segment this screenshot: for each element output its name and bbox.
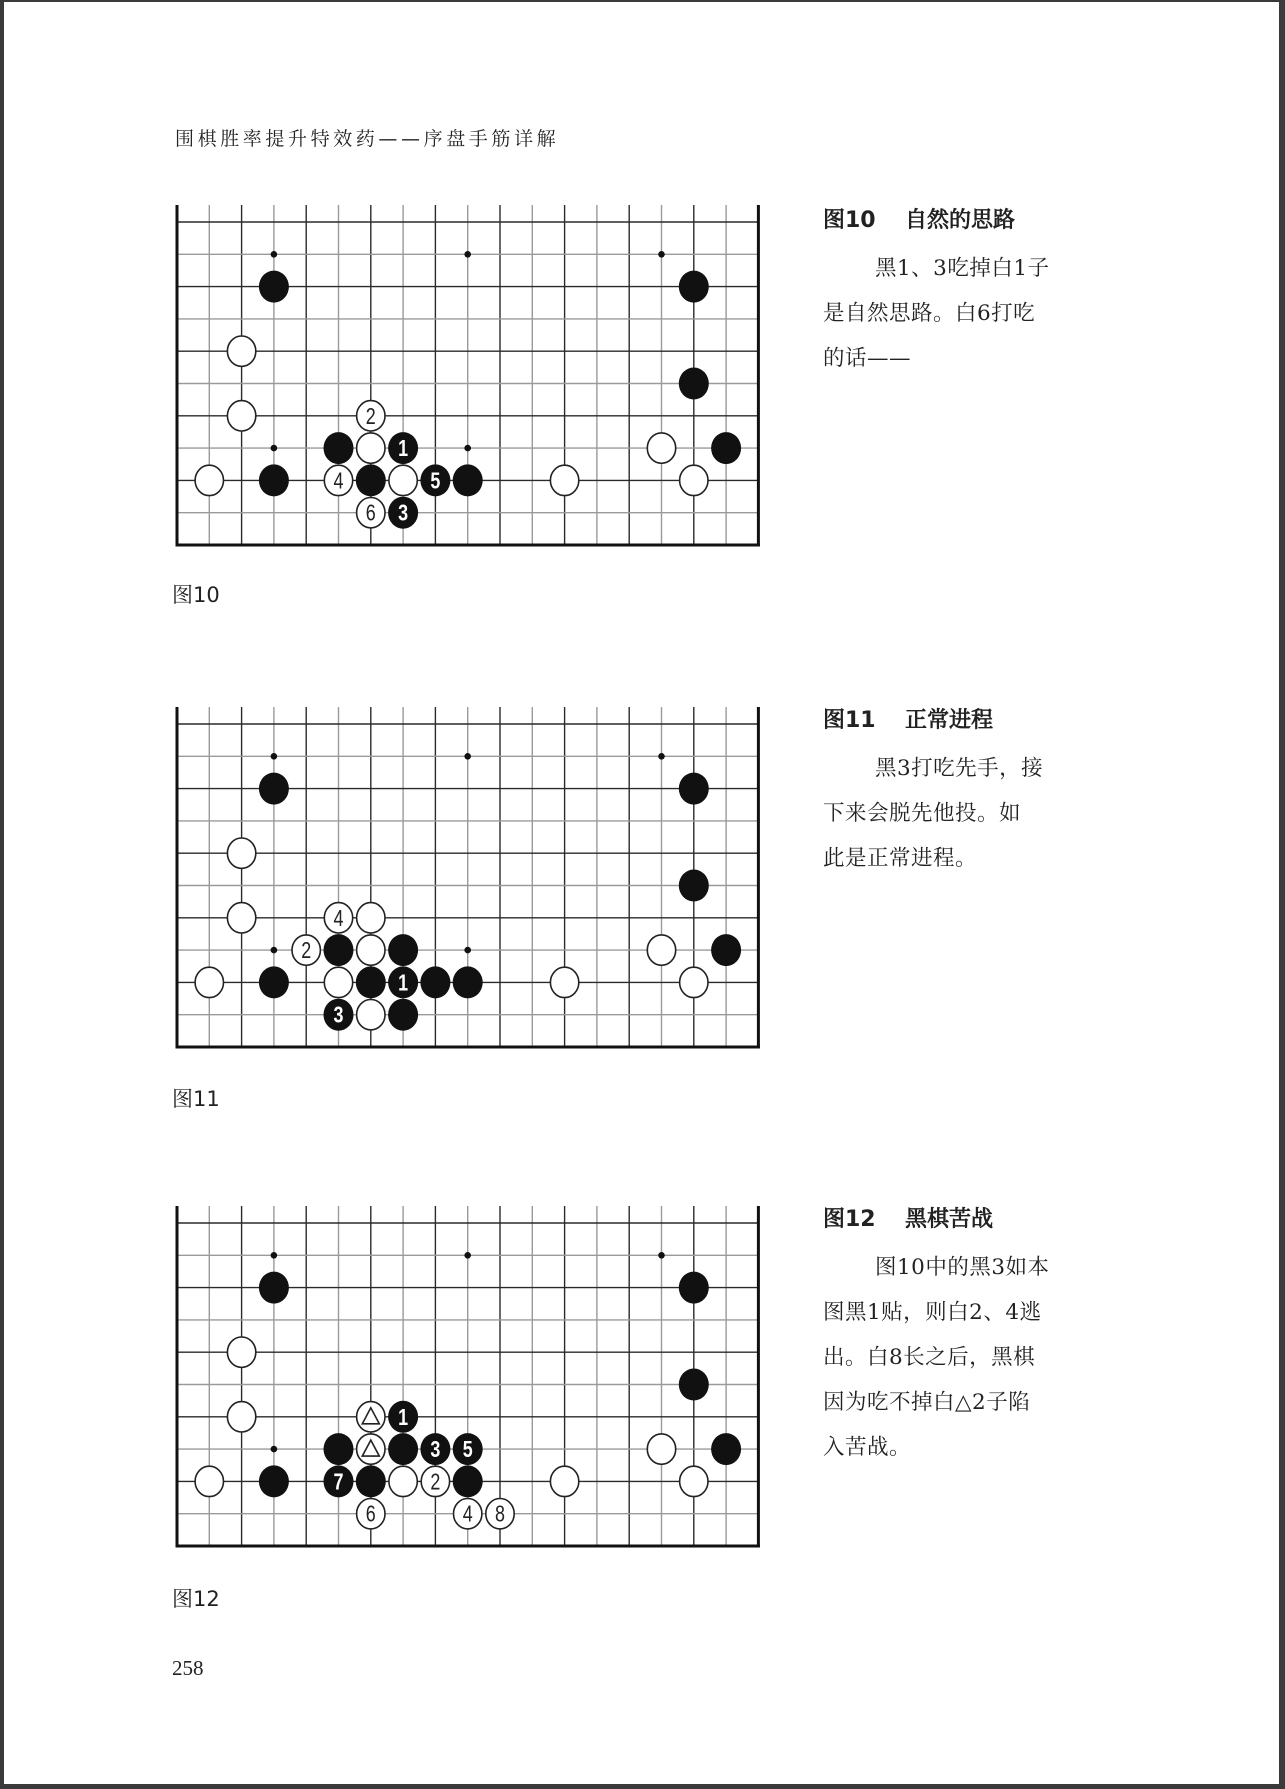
white-stone [195, 465, 223, 495]
black-stone [388, 966, 418, 998]
black-stone [420, 966, 450, 998]
star-point-icon [464, 1252, 471, 1259]
white-stone [292, 935, 320, 965]
white-stone [647, 1434, 675, 1464]
figure-caption-11: 图11 [172, 1087, 220, 1111]
move-number-label: 1 [398, 970, 409, 996]
figure-12-commentary [823, 1205, 1088, 1470]
black-stone [388, 1401, 418, 1433]
move-number-label: 2 [430, 1469, 441, 1495]
figure-caption-12: 图12 [172, 1587, 220, 1611]
move-number-label: 5 [462, 1437, 473, 1463]
star-point-icon [271, 251, 278, 258]
black-stone [324, 999, 354, 1031]
star-point-icon [271, 753, 278, 760]
star-point-icon [464, 753, 471, 760]
body-line: 出。白8长之后，黑棋 [823, 1345, 1036, 1370]
black-stone [453, 464, 483, 496]
white-stone [227, 903, 255, 933]
figure-12-body [823, 1245, 1088, 1470]
move-number-label: 4 [333, 468, 344, 494]
star-point-icon [464, 251, 471, 258]
white-stone [227, 401, 255, 431]
white-stone [357, 433, 385, 463]
star-point-icon [464, 445, 471, 452]
black-stone [388, 432, 418, 464]
white-stone [195, 967, 223, 997]
black-stone [679, 368, 709, 400]
black-stone [420, 464, 450, 496]
star-point-icon [658, 251, 665, 258]
black-stone [679, 1369, 709, 1401]
move-number-label: 5 [430, 468, 441, 494]
body-line: 此是正常进程。 [823, 846, 978, 871]
book-page [4, 2, 1279, 1784]
move-number-label: 8 [495, 1501, 505, 1528]
black-stone [356, 464, 386, 496]
move-number-label: 2 [301, 938, 312, 964]
move-number-label: 4 [462, 1501, 473, 1528]
black-stone [711, 432, 741, 464]
black-stone [420, 1433, 450, 1465]
white-stone [454, 1499, 482, 1529]
black-stone [259, 773, 289, 805]
white-stone [324, 465, 352, 495]
figure-10-commentary [823, 206, 1088, 381]
move-number-label: 7 [333, 1469, 344, 1495]
star-point-icon [658, 1252, 665, 1259]
body-line: 黑1、3吃掉白1子 [875, 256, 1050, 281]
white-stone [227, 1337, 255, 1367]
body-line: 黑3打吃先手，接 [875, 756, 1044, 781]
body-line: 图黑1贴，则白2、4逃 [823, 1300, 1042, 1325]
go-board-figure-11 [154, 694, 794, 1054]
white-stone [421, 1466, 449, 1496]
black-stone [259, 966, 289, 998]
white-stone [357, 903, 385, 933]
white-stone [357, 1000, 385, 1030]
star-point-icon [271, 445, 278, 452]
white-stone [647, 935, 675, 965]
go-board-figure-12 [154, 1193, 794, 1553]
white-stone [227, 336, 255, 366]
figure-11-number: 图11 [823, 708, 876, 733]
figure-12-number: 图12 [823, 1207, 876, 1232]
move-number-label: 2 [365, 403, 376, 430]
black-stone [711, 934, 741, 966]
body-line: 是自然思路。白6打吃 [823, 301, 1036, 326]
move-number-label: 3 [398, 500, 409, 527]
move-number-label: 6 [365, 500, 376, 527]
black-stone [388, 999, 418, 1031]
white-stone [680, 1466, 708, 1496]
star-point-icon [271, 1252, 278, 1259]
white-stone [647, 433, 675, 463]
black-stone [259, 1465, 289, 1497]
figure-12-heading: 黑棋苦战 [905, 1207, 994, 1232]
white-stone [357, 1402, 385, 1432]
white-stone [195, 1466, 223, 1496]
board-grid [154, 1193, 794, 1553]
figure-10-number: 图10 [823, 208, 876, 233]
white-stone [550, 1466, 578, 1496]
figure-10-body [823, 246, 1088, 381]
figure-12-title [823, 1205, 1088, 1235]
body-line: 图10中的黑3如本 [875, 1255, 1050, 1280]
white-stone [227, 838, 255, 868]
white-stone [357, 1499, 385, 1529]
go-board-figure-10 [154, 192, 794, 552]
white-stone [680, 465, 708, 495]
black-stone [259, 1272, 289, 1304]
star-point-icon [271, 947, 278, 954]
white-stone [357, 935, 385, 965]
figure-11-body [823, 746, 1088, 881]
white-stone [550, 967, 578, 997]
body-line: 因为吃不掉白△2子陷 [823, 1390, 1031, 1415]
page-number: 258 [172, 1656, 204, 1680]
black-stone [453, 966, 483, 998]
white-stone [550, 465, 578, 495]
black-stone [679, 773, 709, 805]
move-number-label: 1 [398, 436, 409, 462]
white-stone [680, 967, 708, 997]
move-number-label: 4 [333, 905, 344, 932]
move-number-label: 6 [365, 1501, 376, 1528]
figure-10-heading: 自然的思路 [905, 208, 1016, 233]
body-line: 入苦战。 [823, 1435, 912, 1460]
figure-10-title [823, 206, 1088, 236]
black-stone [259, 271, 289, 303]
star-point-icon [658, 753, 665, 760]
black-stone [259, 464, 289, 496]
body-line: 下来会脱先他投。如 [823, 801, 1022, 826]
black-stone [679, 1272, 709, 1304]
white-stone [389, 1466, 417, 1496]
black-stone [388, 934, 418, 966]
body-line: 的话—— [823, 346, 912, 371]
figure-11-heading: 正常进程 [905, 708, 994, 733]
black-stone [324, 432, 354, 464]
black-stone [453, 1465, 483, 1497]
move-number-label: 1 [398, 1404, 409, 1431]
star-point-icon [271, 1446, 278, 1453]
black-stone [388, 497, 418, 529]
black-stone [324, 934, 354, 966]
board-grid [154, 694, 794, 1054]
figure-11-title [823, 706, 1088, 736]
black-stone [453, 1433, 483, 1465]
move-number-label: 3 [333, 1002, 344, 1029]
white-stone [324, 903, 352, 933]
black-stone [679, 271, 709, 303]
black-stone [388, 1433, 418, 1465]
star-point-icon [464, 947, 471, 954]
board-grid [154, 192, 794, 552]
white-stone [486, 1499, 514, 1529]
white-stone [357, 401, 385, 431]
move-number-label: 3 [430, 1437, 441, 1463]
white-stone [357, 1434, 385, 1464]
white-stone [324, 967, 352, 997]
black-stone [324, 1465, 354, 1497]
white-stone [389, 465, 417, 495]
figure-11-commentary [823, 706, 1088, 881]
white-stone [227, 1402, 255, 1432]
white-stone [357, 498, 385, 528]
black-stone [679, 870, 709, 902]
figure-caption-10: 图10 [172, 583, 220, 607]
black-stone [324, 1433, 354, 1465]
black-stone [356, 1465, 386, 1497]
running-header: 围棋胜率提升特效药——序盘手筋详解 [175, 128, 560, 150]
black-stone [711, 1433, 741, 1465]
black-stone [356, 966, 386, 998]
